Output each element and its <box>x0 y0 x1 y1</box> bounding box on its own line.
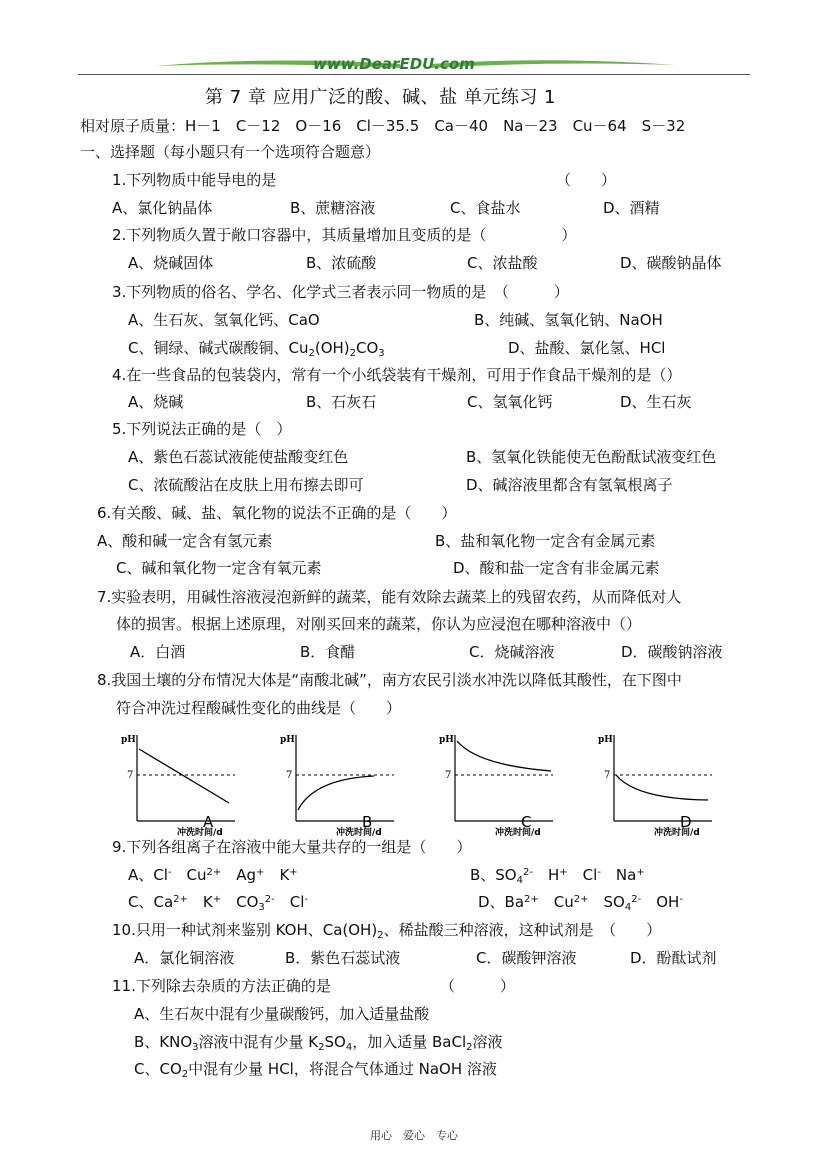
q2-stem: 2.下列物质久置于敞口容器中，其质量增加且变质的是（ ） <box>112 226 577 244</box>
q3-stem: 3.下列物质的俗名、学名、化学式三者表示同一物质的是 （ ） <box>112 283 569 301</box>
q11-option-c: C、$CO_2$中混有少量 HCl，将混合气体通过 NaOH 溶液 <box>134 1060 497 1080</box>
q5-option-c: C、浓硫酸沾在皮肤上用布擦去即可 <box>128 476 364 494</box>
q9-option-a: A、Cl- $Cu^{2+}$ Ag+ K+ <box>128 866 298 884</box>
graph-c-x-label: 冲洗时间/d <box>495 828 541 837</box>
graph-b-option-label: B <box>362 813 373 831</box>
q11-option-a: A、生石灰中混有少量碳酸钙，加入适量盐酸 <box>134 1005 430 1023</box>
q1-option-c: C、食盐水 <box>450 199 521 217</box>
q6-option-a: A、酸和碱一定含有氢元素 <box>97 532 273 550</box>
section-title: 一、选择题（每小题只有一个选项符合题意） <box>80 143 381 161</box>
graph-c-option-label: C <box>521 813 532 831</box>
q9-option-b: B、$SO_4^{2-}$ H+ Cl- Na+ <box>470 866 645 886</box>
q2-option-b: B、浓硫酸 <box>306 254 377 272</box>
q7-option-c: C．烧碱溶液 <box>469 643 555 661</box>
q5-option-b: B、氢氧化铁能使无色酚酞试液变红色 <box>466 448 717 466</box>
graph-c-y-label: pH <box>439 735 454 745</box>
q4-option-a: A、烧碱 <box>128 393 184 411</box>
q2-option-c: C、浓盐酸 <box>467 254 538 272</box>
q6-stem: 6.有关酸、碱、盐、氧化物的说法不正确的是（ ） <box>97 504 457 522</box>
q1-option-a: A、氯化钠晶体 <box>112 199 213 217</box>
q4-option-c: C、氢氧化钙 <box>467 393 553 411</box>
q10-option-d: D．酚酞试剂 <box>630 949 717 967</box>
graph-a-y-label: pH <box>121 735 136 745</box>
graph-c-ref-label: 7 <box>445 770 452 781</box>
graph-b-y-label: pH <box>280 735 295 745</box>
page-title: 第 7 章 应用广泛的酸、碱、盐 单元练习 1 <box>205 87 557 108</box>
q7-option-b: B．食醋 <box>300 643 356 661</box>
q8-stem-line1: 8.我国土壤的分布情况大体是“南酸北碱”，南方农民引淡水冲洗以降低其酸性，在下图中 <box>97 671 682 689</box>
atomic-masses: 相对原子质量：H－1 C－12 O－16 Cl－35.5 Ca－40 Na－23 Cu－64 S－32 <box>80 117 686 135</box>
q5-option-a: A、紫色石蕊试液能使盐酸变红色 <box>128 448 349 466</box>
graph-d-x-label: 冲洗时间/d <box>654 828 700 837</box>
header-logo <box>150 52 680 76</box>
q4-option-d: D、生石灰 <box>620 393 692 411</box>
q3-option-c: C、铜绿、碱式碳酸铜、$Cu_2(OH)_2CO_3$ <box>128 339 385 359</box>
q3-option-d: D、盐酸、氯化氢、HCl <box>508 339 666 357</box>
q6-option-c: C、碱和氧化物一定含有氧元素 <box>116 559 322 577</box>
q7-stem-line1: 7.实验表明，用碱性溶液浸泡新鲜的蔬菜，能有效除去蔬菜上的残留农药，从而降低对人 <box>97 588 682 606</box>
q2-option-a: A、烧碱固体 <box>128 254 214 272</box>
graph-a-ref-label: 7 <box>127 770 134 781</box>
q1-stem: 1.下列物质中能导电的是 <box>112 171 277 189</box>
header-rule <box>78 74 750 75</box>
graph-d-option-label: D <box>680 813 692 831</box>
q9-option-c: C、$Ca^{2+}$ K+ $CO_3^{2-}$ Cl- <box>128 893 309 913</box>
q10-option-c: C．碳酸钾溶液 <box>476 949 577 967</box>
q9-option-d: D、$Ba^{2+}$ $Cu^{2+}$ $SO_4^{2-}$ OH- <box>478 893 683 913</box>
q10-option-a: A．氯化铜溶液 <box>134 949 235 967</box>
q5-stem: 5.下列说法正确的是（ ） <box>112 420 292 438</box>
q1-option-b: B、蔗糖溶液 <box>290 199 376 217</box>
q1-option-d: D、酒精 <box>603 199 660 217</box>
graph-a-curve <box>139 749 229 803</box>
q3-option-b: B、纯碱、氢氧化钠、NaOH <box>474 311 663 329</box>
q7-option-a: A．白酒 <box>130 643 186 661</box>
q7-option-d: D．碳酸钠溶液 <box>621 643 723 661</box>
q2-option-d: D、碳酸钠晶体 <box>620 254 722 272</box>
q8-stem-line2: 符合冲洗过程酸碱性变化的曲线是（ ） <box>116 699 402 717</box>
q4-option-b: B、石灰石 <box>306 393 377 411</box>
graph-b-x-label: 冲洗时间/d <box>336 828 382 837</box>
q11-option-b: B、$KNO_3$溶液中混有少量 $K_2SO_4$，加入适量 BaCl$_2$溶液 <box>134 1033 503 1053</box>
logo-text: www.DearEDU.com <box>313 55 475 73</box>
q10-option-b: B．紫色石蕊试液 <box>285 949 401 967</box>
q11-paren: （ ） <box>440 977 516 995</box>
q6-option-b: B、盐和氧化物一定含有金属元素 <box>435 532 656 550</box>
graph-c-curve <box>457 741 551 771</box>
q4-stem: 4.在一些食品的包装袋内，常有一个小纸袋装有干燥剂，可用于作食品干燥剂的是（） <box>112 366 682 384</box>
q6-option-d: D、酸和盐一定含有非金属元素 <box>453 559 660 577</box>
graph-a-x-label: 冲洗时间/d <box>177 828 223 837</box>
q8-graphs <box>0 727 827 837</box>
q10-stem: 10.只用一种试剂来鉴别 KOH、$Ca(OH)_2$、稀盐酸三种溶液，这种试剂是 （ ） <box>112 921 662 941</box>
graph-a-option-label: A <box>203 813 214 831</box>
q11-stem: 11.下列除去杂质的方法正确的是 <box>112 977 331 995</box>
q5-option-d: D、碱溶液里都含有氢氧根离子 <box>466 476 673 494</box>
footer-text: 用心 爱心 专心 <box>370 1129 458 1142</box>
q7-stem-line2: 体的损害。根据上述原理，对刚买回来的蔬菜，你认为应浸泡在哪种溶液中（） <box>116 615 642 633</box>
q3-option-a: A、生石灰、氢氧化钙、CaO <box>128 311 320 329</box>
graph-d-y-label: pH <box>598 735 613 745</box>
graph-b-ref-label: 7 <box>286 770 293 781</box>
q9-stem: 9.下列各组离子在溶液中能大量共存的一组是（ ） <box>112 838 472 856</box>
graph-d-curve <box>616 775 708 800</box>
graph-b-curve <box>298 776 374 810</box>
q1-paren: （ ） <box>556 171 617 189</box>
graph-d-ref-label: 7 <box>604 770 611 781</box>
